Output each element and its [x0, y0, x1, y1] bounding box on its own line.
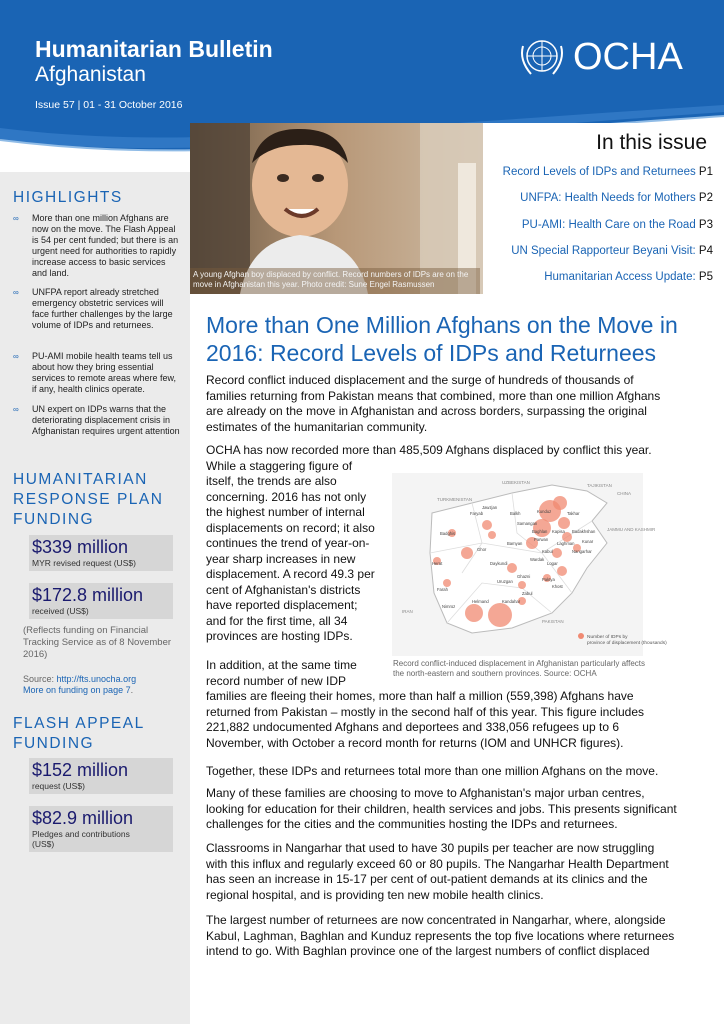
text-line: regional hospital, and is providing ten new mobile health clinics. — [206, 887, 544, 902]
idp-bubble — [552, 548, 562, 558]
photo-caption: A young Afghan boy displaced by conflict. Record numbers of IDPs are on the move in Afghanistan this year. Photo credit: Sune Engel Rasmussen — [190, 268, 480, 294]
province-label: Takhar — [567, 511, 580, 516]
province-label: Kapisa — [552, 529, 565, 534]
highlight-item: UNFPA report already stretched emergency obstetric services will face further challenges by the large volume of IDPs and returnees. — [32, 287, 173, 330]
headline-line: More than One Million Afghans on the Move in — [206, 312, 678, 338]
text-line: returned from Pakistan – mostly in the second half of this year. This figure includes — [206, 704, 644, 719]
toc-item-page: P3 — [698, 219, 713, 231]
bullet-icon: ∞ — [13, 405, 19, 414]
hrp-request-label: MYR revised request (US$) — [32, 558, 136, 568]
province-label: Paktya — [542, 577, 555, 582]
legend-bubble — [578, 633, 584, 639]
toc-item[interactable] — [511, 245, 713, 257]
province-label: Herat — [432, 561, 443, 566]
text-line: looking for education for their children, health services and jobs. This presents significant — [206, 801, 677, 816]
flash-heading-line: FUNDING — [13, 735, 95, 752]
province-label: Faryab — [470, 511, 484, 516]
map-country-label: JAMMU AND KASHMIR — [607, 527, 656, 532]
flash-pledges-label-unit: (US$) — [32, 839, 55, 849]
toc-item-label: PU-AMI: Health Care on the Road — [521, 219, 696, 231]
paragraph-5 — [206, 786, 677, 833]
paragraph-1 — [206, 373, 660, 435]
bullet-icon: ∞ — [13, 214, 19, 223]
article-headline — [206, 311, 706, 367]
ocha-logo: OCHA — [573, 36, 683, 78]
text-line: are already on the move in Afghanistan and across borders, surpassing the original — [206, 404, 647, 418]
highlight-item: UN expert on IDPs warns that the deteriorating displacement crisis in Afghanistan requires urgent attention — [32, 404, 180, 436]
idp-bubble — [553, 496, 567, 510]
toc-item-page: P5 — [698, 271, 713, 283]
hrp-received-box — [29, 583, 173, 619]
hrp-heading-line: FUNDING — [13, 511, 95, 528]
text-line: itself, the trends are also — [206, 474, 337, 488]
toc-item[interactable] — [520, 192, 713, 204]
text-line: In addition, at the same time — [206, 658, 357, 672]
province-label: Helmand — [472, 599, 489, 604]
province-label: Kandahar — [502, 599, 521, 604]
bullet-icon: ∞ — [13, 288, 19, 297]
text-line: with this influx and regularly exceed 60 or 80 pupils. The Nangarhar Health Department — [206, 856, 669, 871]
toc-item-page: P2 — [698, 192, 713, 204]
text-line: displacements on record; it also — [206, 520, 375, 535]
toc-item-page: P1 — [698, 166, 713, 178]
province-label: Bamyan — [507, 541, 523, 546]
un-emblem-icon — [517, 36, 567, 80]
hrp-heading-line: RESPONSE PLAN — [13, 491, 164, 508]
text-line: Kabul, Laghman, Baghlan and Kunduz represents the top five locations where returnees — [206, 928, 675, 943]
text-line: While a staggering figure of — [206, 458, 353, 473]
flash-heading-line: FLASH APPEAL — [13, 715, 145, 732]
idp-bubble — [465, 604, 483, 622]
toc-item-label: UNFPA: Health Needs for Mothers — [520, 192, 696, 204]
text-line: Many of these families are choosing to move to Afghanistan's major urban centres, — [206, 786, 645, 800]
idp-bubble — [488, 603, 512, 627]
headline-line: 2016: Record Levels of IDPs and Returnees — [206, 340, 657, 366]
province-label: Laghman — [557, 541, 575, 546]
province-label: Badakhshan — [572, 529, 596, 534]
text-line: intend to go. With Baghlan province one of the largest numbers of conflict displaced — [206, 944, 650, 958]
funding-source — [23, 674, 188, 696]
text-line: Classrooms in Nangarhar that used to have 30 pupils per teacher are now struggling — [206, 841, 655, 855]
province-label: Farah — [437, 587, 448, 592]
displacement-map — [392, 473, 667, 656]
map-country-label: UZBEKISTAN — [502, 480, 530, 485]
province-label: Baghlan — [532, 529, 548, 534]
map-country-label: IRAN — [402, 609, 413, 614]
map-country-label: TURKMENISTAN — [437, 497, 473, 502]
province-label: Kunduz — [537, 509, 552, 514]
province-label: Balkh — [510, 511, 521, 516]
bulletin-title: Humanitarian Bulletin — [35, 36, 273, 62]
hrp-received-label: received (US$) — [32, 606, 89, 616]
toc-item-label: UN Special Rapporteur Beyani Visit: — [511, 245, 696, 257]
idp-bubble — [518, 581, 526, 589]
text-line: The largest number of returnees are now concentrated in Nangarhar, where, alongside — [206, 913, 666, 927]
province-label: Wardak — [530, 557, 545, 562]
flash-pledges-box — [29, 806, 173, 852]
text-line: the highest number of internal — [206, 505, 365, 519]
text-line: concerning. 2016 has not only — [206, 489, 367, 504]
source-label: Source: — [23, 674, 57, 684]
province-label: Jawzjan — [482, 505, 498, 510]
highlight-item: PU-AMI mobile health teams tell us about how they bring essential services to remote areas where few, if any, health clinics operate. — [32, 351, 177, 394]
province-label: Parwan — [534, 537, 549, 542]
highlights-heading: HIGHLIGHTS — [13, 189, 123, 206]
text-line: record number of new IDP — [206, 673, 347, 688]
province-label: Kabul — [542, 549, 553, 554]
more-funding-link[interactable]: More on funding on page 7 — [23, 685, 131, 695]
afghanistan-map — [392, 473, 667, 656]
idp-bubble — [443, 579, 451, 587]
bullet-icon: ∞ — [13, 352, 19, 361]
province-label: Uruzgan — [497, 579, 513, 584]
province-label: Ghor — [477, 547, 487, 552]
text-line: cent of Afghanistan's districts — [206, 582, 361, 597]
province-label: Nangarhar — [572, 549, 592, 554]
toc-item-label: Record Levels of IDPs and Returnees — [502, 166, 696, 178]
toc-item-page: P4 — [698, 245, 713, 257]
highlight-item: More than one million Afghans are now on the move. The Flash Appeal is 54 per cent funded; but there is an urgent need for authorities to rapidly increase access to basic services and land. — [32, 213, 179, 278]
map-country-label: PAKISTAN — [542, 619, 564, 624]
flash-request-box — [29, 758, 173, 794]
flash-request-amount: $152 million — [32, 760, 129, 780]
text-line: estimates of the humanitarian community. — [206, 419, 428, 434]
idp-bubble — [488, 531, 496, 539]
idp-bubble — [482, 520, 492, 530]
paragraph-7 — [206, 913, 674, 960]
text-line: continues the trend of year-on- — [206, 536, 370, 550]
province-label: Zabul — [522, 591, 533, 596]
text-line: OCHA has now recorded more than 485,509 Afghans displaced by conflict this year. — [206, 443, 652, 457]
province-label: Badghis — [440, 531, 456, 536]
issue-date: Issue 57 | 01 - 31 October 2016 — [35, 99, 183, 111]
province-label: Nimroz — [442, 604, 456, 609]
province-label: Khost — [552, 584, 563, 589]
text-line: families are fleeing their homes, more than half a million (559,398) Afghans have — [206, 689, 634, 703]
province-label: Samangan — [517, 521, 538, 526]
toc-item[interactable] — [544, 271, 713, 283]
toc-item[interactable] — [522, 219, 713, 231]
hrp-received-amount: $172.8 million — [32, 585, 144, 605]
text-line: has seen an increase in 15-17 per cent of out-patient demands at its clinics and the — [206, 872, 648, 886]
idp-bubble — [507, 563, 517, 573]
hrp-request-box — [29, 535, 173, 571]
text-line: and for the first time, all 34 — [206, 613, 348, 628]
fts-link[interactable]: http://fts.unocha.org — [56, 674, 137, 684]
toc-item[interactable] — [503, 166, 713, 178]
flash-appeal-heading — [13, 714, 145, 754]
idp-bubble — [558, 517, 570, 529]
flash-request-label: request (US$) — [32, 781, 85, 791]
text-line: November, with October a record month for returns (IOM and UNHCR figures). — [206, 735, 624, 750]
province-label: Logar — [547, 561, 558, 566]
idp-bubble — [461, 547, 473, 559]
map-caption: Record conflict-induced displacement in Afghanistan particularly affects the north-eastern and southern provinces. Source: OCHA — [393, 659, 645, 678]
text-line: provinces are hosting IDPs. — [206, 629, 353, 643]
hrp-note: (Reflects funding on Financial Tracking Service as of 8 November 2016) — [23, 625, 172, 660]
idp-bubble — [557, 566, 567, 576]
flash-pledges-amount: $82.9 million — [32, 808, 134, 828]
text-line: have reported displacement; — [206, 598, 358, 612]
province-label: Ghazni — [517, 574, 531, 579]
flash-pledges-label: Pledges and contributions — [32, 829, 130, 839]
more-funding-dot: . — [130, 685, 134, 695]
toc-item-label: Humanitarian Access Update: — [544, 271, 696, 283]
province-label: Kunar — [582, 539, 594, 544]
hrp-heading-line: HUMANITARIAN — [13, 471, 148, 488]
text-line: year sharp increases in new — [206, 551, 356, 566]
text-line: Record conflict induced displacement and the surge of hundreds of thousands of — [206, 373, 634, 387]
in-this-issue — [483, 123, 719, 294]
map-country-label: CHINA — [617, 491, 632, 496]
text-line: families returning from Pakistan means that combined, more than one million Afghans — [206, 388, 661, 403]
text-line: displacement. A record 49.3 per — [206, 567, 375, 581]
toc-title: In this issue — [596, 131, 707, 154]
bulletin-country: Afghanistan — [35, 63, 146, 86]
map-legend: Number of IDPs by province of displacement (thousands) — [587, 635, 667, 646]
map-country-label: TAJIKISTAN — [587, 483, 612, 488]
hrp-request-amount: $339 million — [32, 537, 129, 557]
province-label: Daykundi — [490, 561, 508, 566]
text-line: challenges for the cities and the communities hosting the IDPs and returnees. — [206, 817, 618, 831]
paragraph-6 — [206, 841, 669, 903]
paragraph-4: Together, these IDPs and returnees total more than one million Afghans on the move. — [206, 764, 659, 778]
hrp-funding-heading — [13, 470, 163, 530]
text-line: 221,882 undocumented Afghans and deportees and 338,056 refugees up to 6 — [206, 720, 620, 734]
